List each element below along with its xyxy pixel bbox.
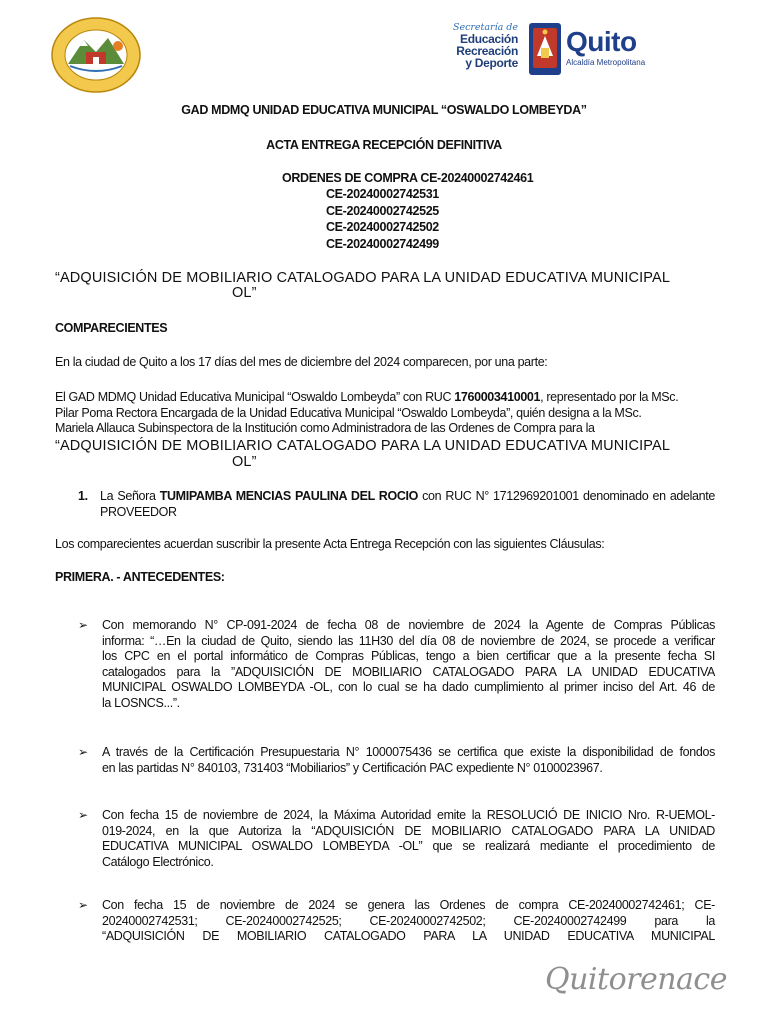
- gad-paragraph: [55, 390, 715, 437]
- quito-wordmark: Quito: [566, 26, 637, 57]
- bullet-line: “ADQUISICIÓN DE MOBILIARIO CATALOGADO PARA LA UNIDAD EDUCATIVA MUNICIPAL: [102, 929, 715, 943]
- gad-ruc: 1760003410001: [454, 390, 541, 404]
- gad-line-1: [55, 390, 715, 406]
- object-title2-line1: “ADQUISICIÓN DE MOBILIARIO CATALOGADO PARA LA UNIDAD EDUCATIVA MUNICIPAL: [55, 438, 671, 454]
- purchase-order-first: ORDENES DE COMPRA CE-20240002742461: [282, 171, 534, 185]
- party-name: TUMIPAMBA MENCIAS PAULINA DEL ROCIO: [159, 489, 418, 503]
- arrow-bullet-icon: ➢: [78, 898, 88, 912]
- school-seal-logo: [50, 16, 142, 94]
- object-title-line2: OL”: [232, 285, 257, 301]
- purchase-orders-list: [0, 170, 768, 252]
- bullet-line: Con fecha 15 de noviembre de 2024, la Máxima Autoridad emite la RESOLUCIÓ DE INICIO Nro. R-UEMOL-: [102, 808, 715, 822]
- document-subtitle: ACTA ENTREGA RECEPCIÓN DEFINITIVA: [266, 138, 502, 152]
- secretaria-educacion-logo: [446, 22, 518, 78]
- document-title: GAD MDMQ UNIDAD EDUCATIVA MUNICIPAL “OSWALDO LOMBEYDA”: [181, 103, 587, 117]
- primera-heading: PRIMERA. - ANTECEDENTES:: [55, 570, 225, 584]
- party-prefix: La Señora: [100, 489, 160, 503]
- bullet-line: Con memorando N° CP-091-2024 de fecha 08 de noviembre de 2024 la Agente de Compras Públicas: [102, 618, 715, 632]
- bullet-text: [102, 898, 715, 945]
- party-text: [100, 489, 715, 520]
- secretaria-label: Secretaría de: [452, 22, 518, 33]
- bullet-line: 20240002742531; CE-20240002742525; CE-20240002742502; CE-20240002742499 para la: [102, 913, 715, 928]
- bullet-line: Catálogo Electrónico.: [102, 854, 214, 869]
- gad-line-3: Mariela Allauca Subinspectora de la Institución como Administradora de las Ordenes de Compra para la: [55, 421, 595, 435]
- quito-renace-signature: Quitorenace: [545, 962, 727, 997]
- purchase-order-item: CE-20240002742499: [326, 236, 439, 251]
- party-suffix: con RUC N° 1712969201001 denominado en adelante PROVEEDOR: [100, 489, 715, 519]
- bullet-line: 019-2024, en la que Autoriza la “ADQUISICIÓN DE MOBILIARIO CATALOGADO PARA LA UNIDAD: [102, 823, 715, 838]
- bullet-text: [102, 808, 715, 870]
- gad-line1-text: El GAD MDMQ Unidad Educativa Municipal “Oswaldo Lombeyda” con RUC: [55, 390, 455, 404]
- bullet-text: [102, 618, 715, 711]
- alcaldia-label: Alcaldía Metropolitana: [566, 58, 646, 67]
- bullet-line: la LOSNCS...”.: [102, 695, 180, 710]
- bullet-line: informa: “…En la ciudad de Quito, siendo las 11H30 del día 08 de noviembre de 2024, se procede a verificar: [102, 633, 715, 648]
- recreacion-label: Recreación: [456, 44, 518, 58]
- arrow-bullet-icon: ➢: [78, 808, 88, 822]
- bullet-line: Con fecha 15 de noviembre de 2024 se genera las Ordenes de compra CE-20240002742461; CE-: [102, 898, 715, 912]
- bullet-line: en las partidas N° 840103, 731403 “Mobiliarios” y Certificación PAC expediente N° 0100023967.: [102, 760, 603, 775]
- gad-line1-tail: , representado por la MSc.: [540, 390, 679, 404]
- bullet-line: A través de la Certificación Presupuestaria N° 1000075436 se certifica que existe la disponibilidad de fondos: [102, 745, 715, 759]
- purchase-order-item: CE-20240002742502: [326, 220, 439, 235]
- deporte-label: y Deporte: [465, 56, 518, 70]
- object-title2-line2: OL”: [232, 454, 257, 470]
- arrow-bullet-icon: ➢: [78, 745, 88, 759]
- bullet-line: catalogados para la ”ADQUISICIÓN DE MOBILIARIO CATALOGADO PARA LA UNIDAD EDUCATIVA: [102, 664, 715, 679]
- object-title-line1: “ADQUISICIÓN DE MOBILIARIO CATALOGADO PARA LA UNIDAD EDUCATIVA MUNICIPAL: [55, 270, 671, 286]
- quito-crest-icon: [528, 22, 562, 76]
- arrow-bullet-icon: ➢: [78, 618, 88, 632]
- party-number: 1.: [78, 489, 88, 503]
- intro-paragraph: En la ciudad de Quito a los 17 días del mes de diciembre del 2024 comparecen, por una parte:: [55, 355, 548, 369]
- bullet-line: EDUCATIVA MUNICIPAL OSWALDO LOMBEYDA -OL” que se realizará mediante el procedimiento de: [102, 839, 715, 853]
- gad-line-2: Pilar Poma Rectora Encargada de la Unidad Educativa Municipal “Oswaldo Lombeyda”, quién designa a la MSc.: [55, 405, 642, 420]
- comparecientes-heading: COMPARECIENTES: [55, 321, 168, 335]
- bullet-text: [102, 745, 715, 776]
- purchase-order-item: CE-20240002742531: [326, 187, 439, 202]
- bullet-line: MUNICIPAL OSWALDO LOMBEYDA -OL, con lo cual se ha dado cumplimiento al primer inciso del Art. 46 de: [102, 680, 715, 694]
- educacion-label: Educación: [460, 32, 518, 46]
- clauses-intro: Los comparecientes acuerdan suscribir la presente Acta Entrega Recepción con las siguientes Cláusulas:: [55, 537, 605, 551]
- bullet-line: los CPC en el portal informático de Compras Públicas, tengo a bien certificar que a la presente fecha SI: [102, 649, 715, 663]
- purchase-order-item: CE-20240002742525: [326, 203, 439, 218]
